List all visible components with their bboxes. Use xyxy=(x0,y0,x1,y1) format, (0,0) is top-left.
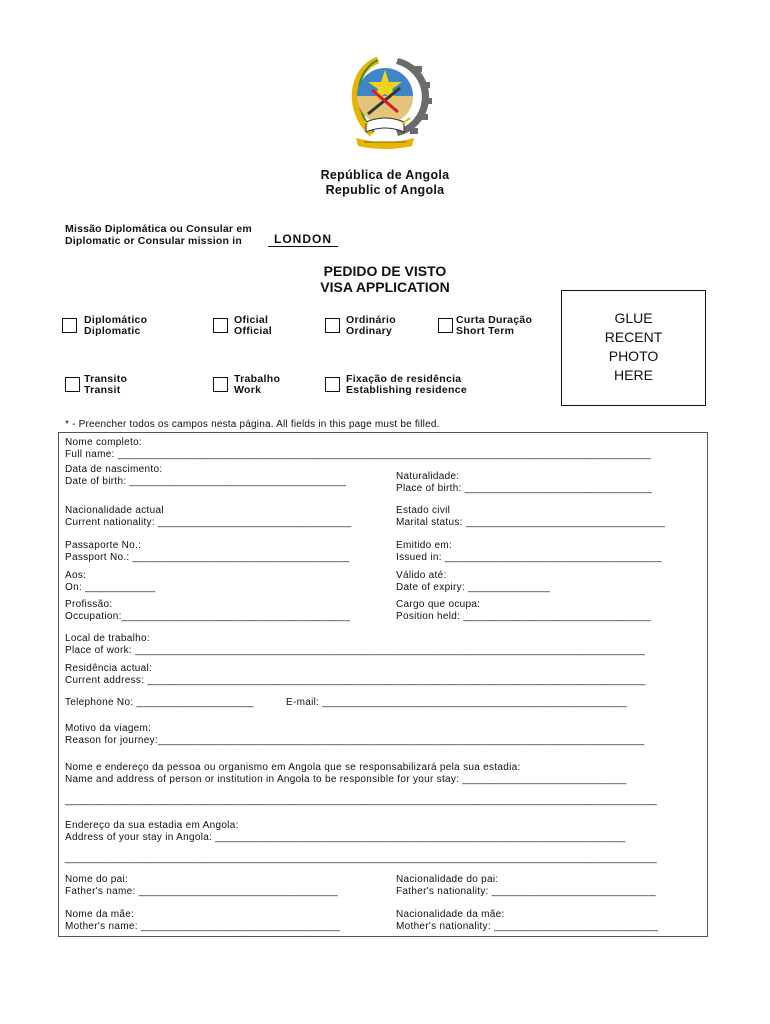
visa-type-transit-label: Transito Transit xyxy=(84,373,128,396)
field-responsible-person[interactable]: Nome e endereço da pessoa ou organismo em Angola que se responsabilizará pela sua estadia: Name and address of person or institution in Angola to be responsible for your stay: ____________________________ xyxy=(65,762,627,785)
field-place-of-birth[interactable]: Naturalidade: Place of birth: ________________________________ xyxy=(396,471,653,494)
field-fathers-nationality[interactable]: Nacionalidade do pai: Father's nationality: ____________________________ xyxy=(396,874,656,897)
mission-label-en: Diplomatic or Consular mission in xyxy=(65,235,242,247)
title-en: VISA APPLICATION xyxy=(320,279,450,295)
field-marital-status[interactable]: Estado civil Marital status: __________________________________ xyxy=(396,505,666,528)
angola-coat-of-arms-icon xyxy=(338,48,432,152)
field-telephone[interactable]: Telephone No: ____________________ xyxy=(65,697,254,708)
visa-type-diplomatic-label: Diplomático Diplomatic xyxy=(84,314,148,337)
field-address-in-angola[interactable]: Endereço da sua estadia em Angola: Address of your stay in Angola: ______________________________________________________________________ xyxy=(65,820,626,843)
photo-line: PHOTO xyxy=(608,348,659,364)
field-position-held[interactable]: Cargo que ocupa: Position held: ________________________________ xyxy=(396,599,651,622)
checkbox-short-term[interactable] xyxy=(438,318,453,333)
field-email[interactable]: E-mail: ____________________________________________________ xyxy=(286,697,628,708)
visa-type-official-label: Oficial Official xyxy=(234,314,272,337)
field-current-address[interactable]: Residência actual: Current address: _____________________________________________________________________________________ xyxy=(65,663,646,686)
instructions-note: * - Preencher todos os campos nesta página. All fields in this page must be filled. xyxy=(65,419,440,430)
country-name-pt: República de Angola xyxy=(320,168,450,182)
checkbox-establishing-residence[interactable] xyxy=(325,377,340,392)
field-fathers-name[interactable]: Nome do pai: Father's name: __________________________________ xyxy=(65,874,338,897)
field-current-nationality[interactable]: Nacionalidade actual Current nationality: _________________________________ xyxy=(65,505,352,528)
field-place-of-work[interactable]: Local de trabalho: Place of work: _______________________________________________________________________________________ xyxy=(65,633,646,656)
field-responsible-person-line2[interactable]: _____________________________________________________________________________________________________ xyxy=(65,795,658,806)
visa-type-short-term-label: Curta Duração Short Term xyxy=(456,314,533,337)
field-occupation[interactable]: Profissão: Occupation:_______________________________________ xyxy=(65,599,351,622)
field-mothers-name[interactable]: Nome da mãe: Mother's name: __________________________________ xyxy=(65,909,341,932)
visa-type-ordinary-label: Ordinário Ordinary xyxy=(346,314,396,337)
field-issued-in[interactable]: Emitido em: Issued in: _____________________________________ xyxy=(396,540,662,563)
field-issued-on[interactable]: Aos: On: ____________ xyxy=(65,570,156,593)
photo-box xyxy=(561,290,706,406)
visa-type-work-label: Trabalho Work xyxy=(234,373,281,396)
checkbox-diplomatic[interactable] xyxy=(62,318,77,333)
photo-line: HERE xyxy=(614,367,653,383)
photo-line: RECENT xyxy=(604,329,663,345)
field-passport-no[interactable]: Passaporte No.: Passport No.: _____________________________________ xyxy=(65,540,350,563)
checkbox-official[interactable] xyxy=(213,318,228,333)
mission-city: LONDON xyxy=(268,232,338,247)
photo-line: GLUE xyxy=(614,310,653,326)
field-reason-for-journey[interactable]: Motivo da viagem: Reason for journey:___________________________________________________________________________________ xyxy=(65,723,645,746)
field-address-in-angola-line2[interactable]: _____________________________________________________________________________________________________ xyxy=(65,853,658,864)
field-mothers-nationality[interactable]: Nacionalidade da mãe: Mother's nationality: ____________________________ xyxy=(396,909,659,932)
title-pt: PEDIDO DE VISTO xyxy=(323,263,447,279)
mission-label-pt: Missão Diplomática ou Consular em xyxy=(65,223,252,235)
checkbox-ordinary[interactable] xyxy=(325,318,340,333)
checkbox-transit[interactable] xyxy=(65,377,80,392)
field-full-name[interactable]: Nome completo: Full name: ___________________________________________________________________________________________ xyxy=(65,437,652,460)
field-date-of-expiry[interactable]: Válido até: Date of expiry: ______________ xyxy=(396,570,551,593)
visa-type-residence-label: Fixação de residência Establishing residence xyxy=(346,373,467,396)
checkbox-work[interactable] xyxy=(213,377,228,392)
country-name-en: Republic of Angola xyxy=(325,183,445,197)
field-date-of-birth[interactable]: Data de nascimento: Date of birth: _____________________________________ xyxy=(65,464,347,487)
